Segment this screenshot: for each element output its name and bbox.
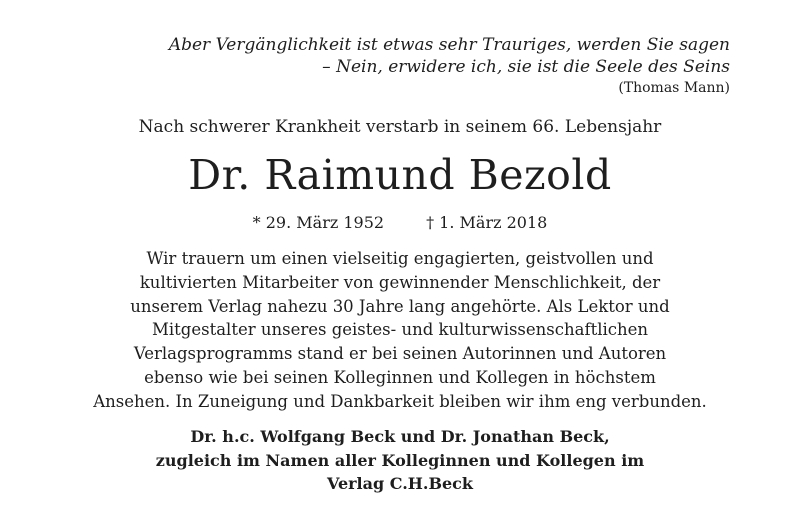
quote-author: (Thomas Mann) <box>618 80 730 96</box>
epigraph-quote <box>169 34 730 98</box>
intro-line: Nach schwerer Krankheit verstarb in seinem 66. Lebensjahr <box>138 117 662 137</box>
tribute-line: unserem Verlag nahezu 30 Jahre lang angehörte. Als Lektor und <box>130 296 670 316</box>
quote-line: – Nein, erwidere ich, sie ist die Seele des Seins <box>322 57 730 77</box>
tribute-text <box>0 247 800 414</box>
birth-date: * 29. März 1952 <box>252 213 385 232</box>
tribute-line: Wir trauern um einen vielseitig engagierten, geistvollen und <box>146 249 654 268</box>
signature-line: Verlag C.H.Beck <box>327 474 473 493</box>
signature-line: Dr. h.c. Wolfgang Beck und Dr. Jonathan Beck, <box>190 427 610 446</box>
signature-block <box>0 425 800 496</box>
life-dates <box>0 212 800 234</box>
tribute-line: Verlagsprogramms stand er bei seinen Autorinnen und Autoren <box>133 344 667 364</box>
quote-line: Aber Vergänglichkeit ist etwas sehr Trauriges, werden Sie sagen <box>168 35 730 55</box>
deceased-name: Dr. Raimund Bezold <box>188 151 612 199</box>
tribute-line: ebenso wie bei seinen Kolleginnen und Kollegen in höchstem <box>144 367 656 387</box>
death-date: † 1. März 2018 <box>426 213 548 232</box>
tribute-line: Mitgestalter unseres geistes- und kulturwissenschaftlichen <box>151 320 649 340</box>
signature-line: zugleich im Namen aller Kolleginnen und Kollegen im <box>155 450 645 470</box>
tribute-line: Ansehen. In Zuneigung und Dankbarkeit bleiben wir ihm eng verbunden. <box>93 391 707 411</box>
tribute-line: kultivierten Mitarbeiter von gewinnender Menschlichkeit, der <box>139 272 661 292</box>
